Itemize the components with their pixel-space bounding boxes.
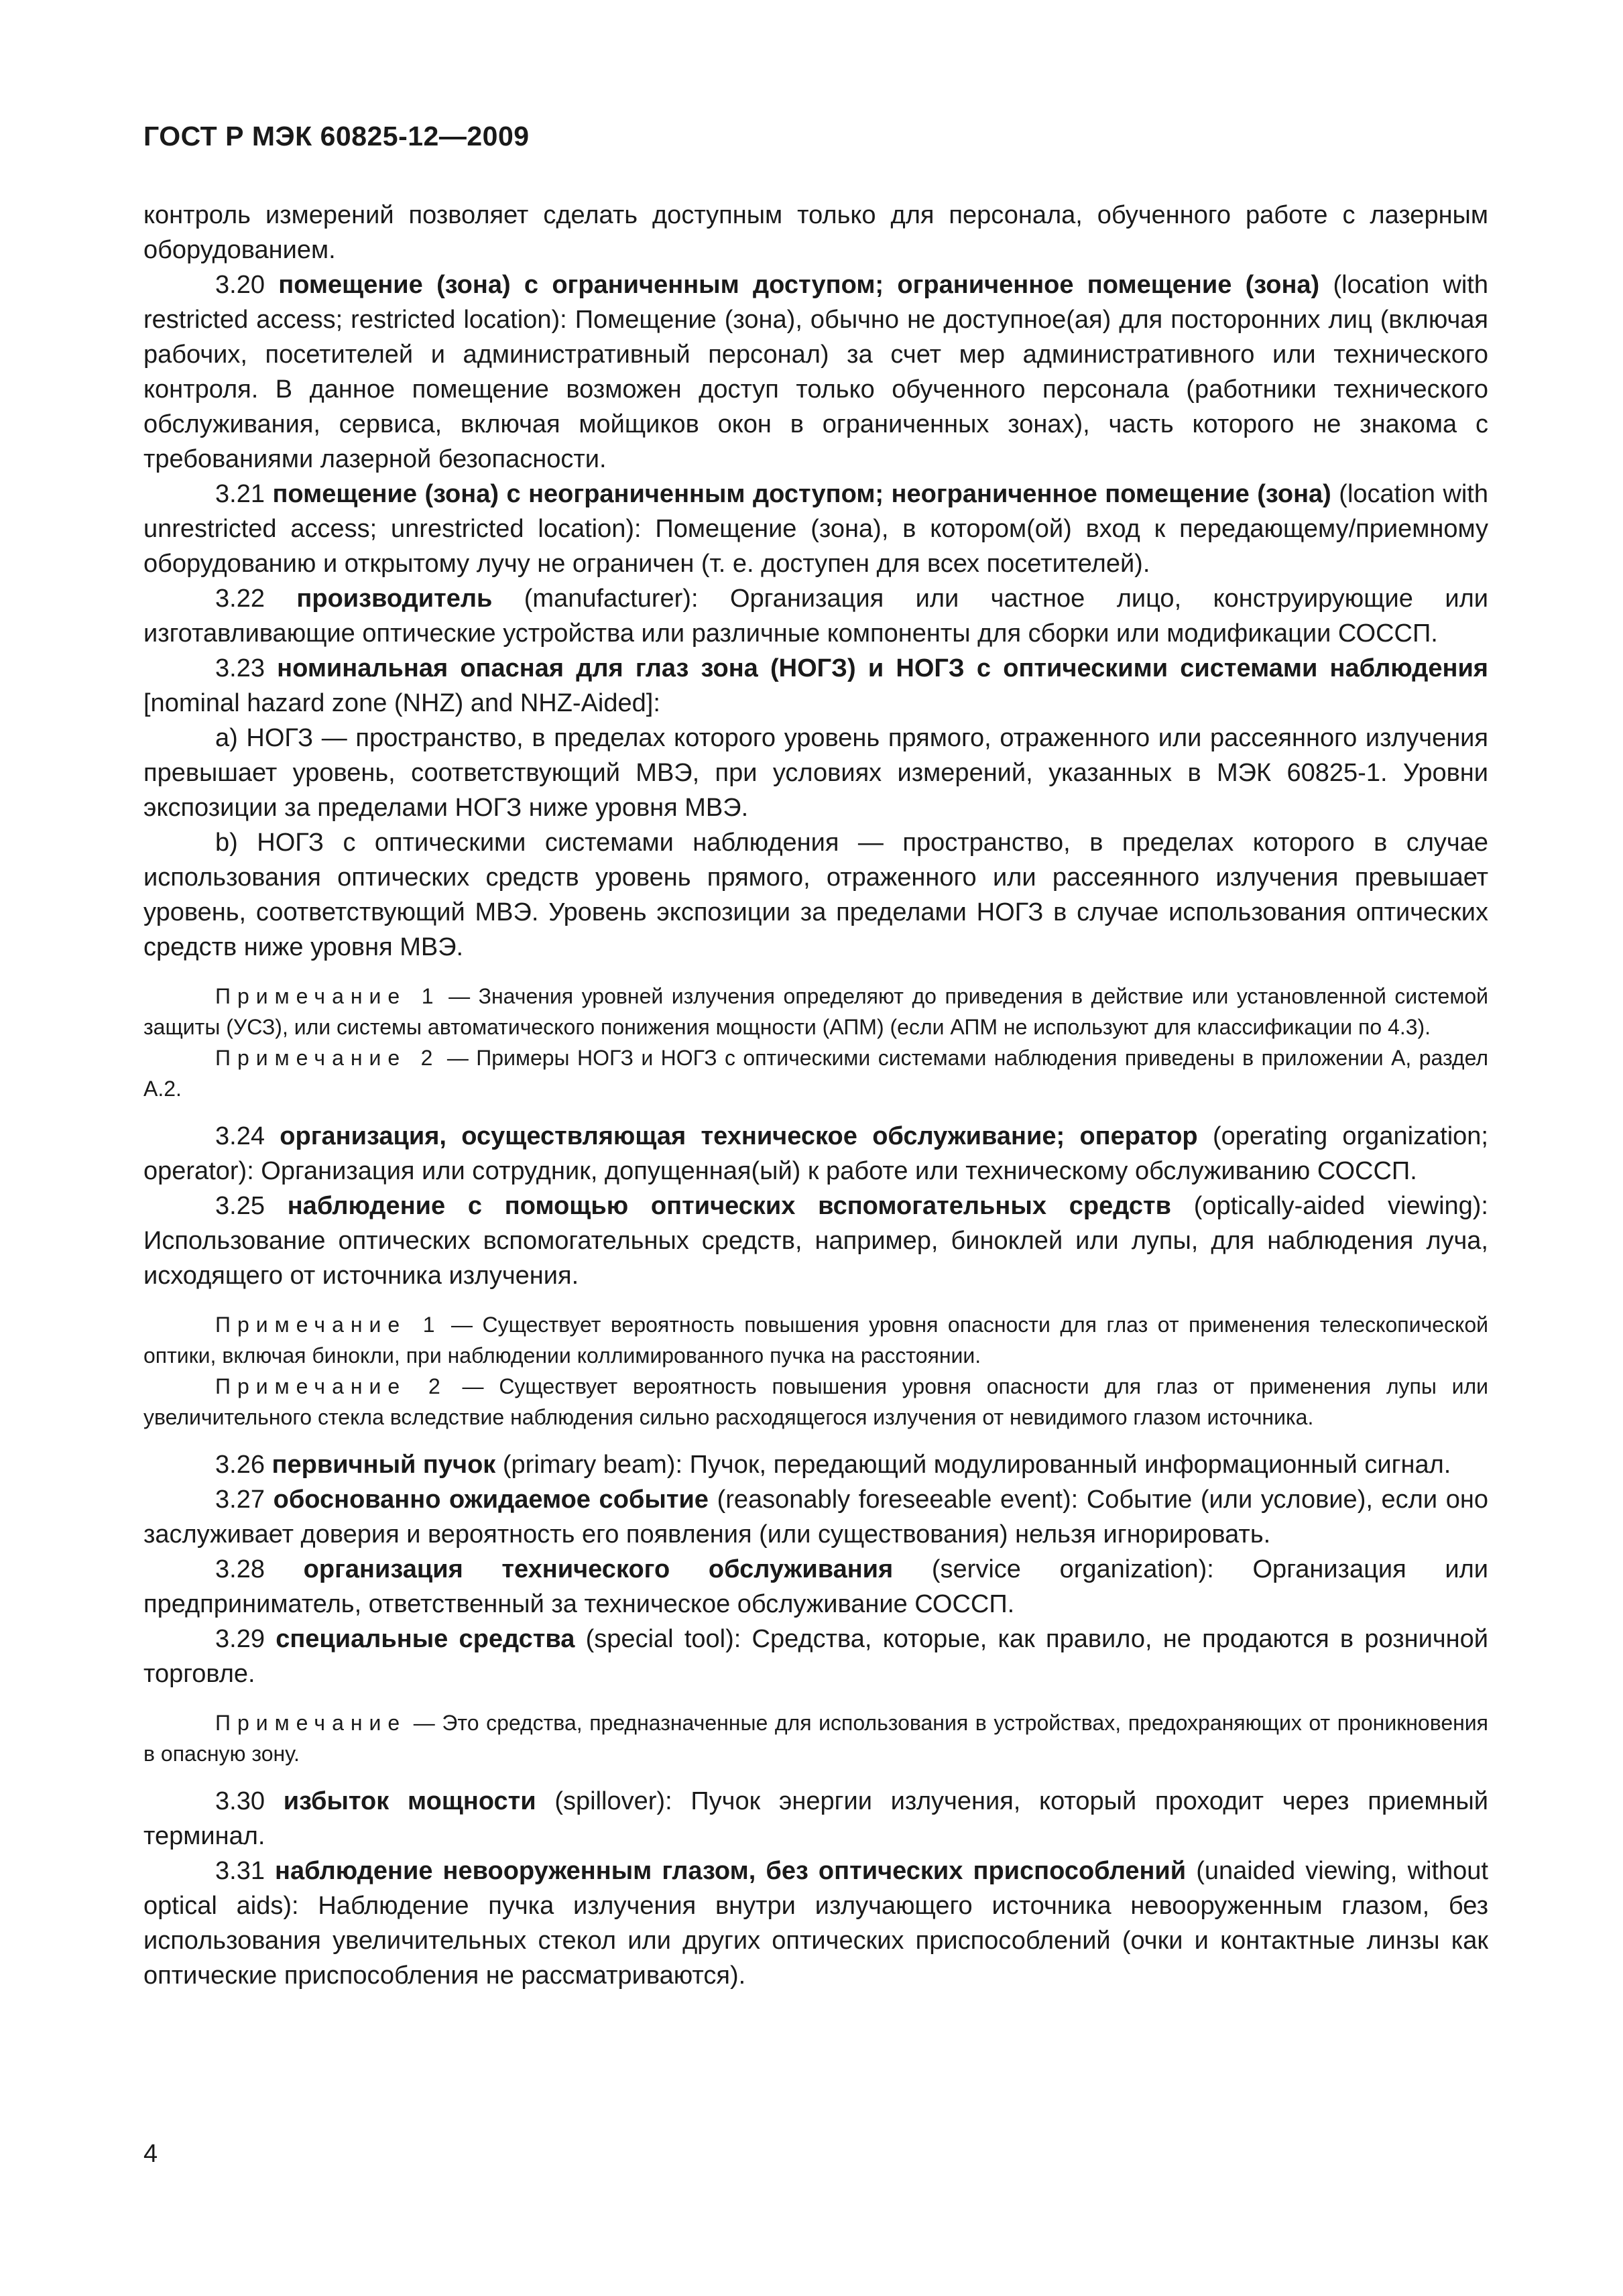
term-3-22-title: производитель [296, 585, 493, 613]
term-3-29: 3.29 специальные средства (special tool): Средства, которые, как правило, не продаются в розничной торговле. [143, 1625, 1488, 1688]
term-3-28: 3.28 организация технического обслуживания (service organization): Организация или предприниматель, ответственный за техническое обслуживание СОССП. [143, 1555, 1488, 1618]
term-3-31-title: наблюдение невооруженным глазом, без оптических приспособлений [275, 1857, 1187, 1885]
note-3-23-2: Примечание 2 — Примеры НОГЗ и НОГЗ с оптическими системами наблюдения приведены в приложении А, раздел А.2. [143, 1046, 1489, 1101]
term-3-28-title: организация технического обслуживания [303, 1555, 894, 1583]
term-3-20-title: помещение (зона) с ограниченным доступом; ограниченное помещение (зона) [278, 271, 1320, 299]
term-3-20: 3.20 помещение (зона) с ограниченным доступом; ограниченное помещение (зона) (location with restricted access; restricted location): Помещение (зона), обычно не доступное(ая) для посторонних лиц (включая рабочих, посетителей и административный персонал) за счет мер административного или технического контроля. В данное помещение возможен доступ только обученного персонала (работники технического обслуживания, сервиса, включая мойщиков окон в ограниченных зонах), часть которого не знакома с требованиями лазерной безопасности. [143, 271, 1488, 473]
term-3-24-title: организация, осуществляющая техническое обслуживание; оператор [280, 1122, 1198, 1150]
term-3-27: 3.27 обоснованно ожидаемое событие (reasonably foreseeable event): Событие (или условие), если оно заслуживает доверия и вероятность его появления (или существования) нельзя игнорировать. [143, 1486, 1488, 1549]
term-3-23-title: номинальная опасная для глаз зона (НОГЗ) и НОГЗ с оптическими системами наблюдения [277, 654, 1488, 682]
term-3-22: 3.22 производитель (manufacturer): Организация или частное лицо, конструирующие или изготавливающие оптические устройства или различные компоненты для сборки или модификации СОССП. [143, 585, 1488, 648]
note-3-25-1: Примечание 1 — Существует вероятность повышения уровня опасности для глаз от применения телескопической оптики, включая бинокли, при наблюдении коллимированного пучка на расстоянии. [143, 1313, 1489, 1368]
term-3-26-title: первичный пучок [272, 1451, 496, 1479]
note-3-25-2: Примечание 2 — Существует вероятность повышения уровня опасности для глаз от применения лупы или увеличительного стекла вследствие наблюдения сильно расходящегося излучения от невидимого глазом источника. [143, 1374, 1488, 1429]
term-3-23-item-b: b) НОГЗ с оптическими системами наблюдения — пространство, в пределах которого в случае использования оптических средств уровень прямого, отраженного или рассеянного излучения превышает уровень, соответствующий МВЭ. Уровень экспозиции за пределами НОГЗ в случае использования оптических средств ниже уровня МВЭ. [143, 829, 1488, 961]
term-3-27-title: обоснованно ожидаемое событие [273, 1486, 709, 1514]
document-header: ГОСТ Р МЭК 60825-12—2009 [143, 121, 530, 152]
note-3-23-1: Примечание 1 — Значения уровней излучения определяют до приведения в действие или установленной системой защиты (УСЗ), или системы автоматического понижения мощности (АПМ) (если АПМ не используют для классификации по 4.3). [143, 984, 1489, 1039]
term-3-24: 3.24 организация, осуществляющая техническое обслуживание; оператор (operating organization; operator): Организация или сотрудник, допущенная(ый) к работе или техническому обслуживанию СОССП. [143, 1122, 1488, 1185]
term-3-26: 3.26 первичный пучок (primary beam): Пучок, передающий модулированный информационный сигнал. [215, 1451, 1451, 1479]
term-3-23-item-a: a) НОГЗ — пространство, в пределах которого уровень прямого, отраженного или рассеянного излучения превышает уровень, соответствующий МВЭ, при условиях измерений, указанных в МЭК 60825-1. Уровни экспозиции за пределами НОГЗ ниже уровня МВЭ. [143, 724, 1488, 822]
term-3-29-title: специальные средства [276, 1625, 575, 1653]
term-3-23: 3.23 номинальная опасная для глаз зона (НОГЗ) и НОГЗ с оптическими системами наблюдения [nominal hazard zone (NHZ) and NHZ-Aided]: [143, 654, 1488, 717]
term-3-31: 3.31 наблюдение невооруженным глазом, без оптических приспособлений (unaided viewing, without optical aids): Наблюдение пучка излучения внутри излучающего источника невооруженным глазом, без использования увеличительных стекол или других оптических приспособлений (очки и контактные линзы как оптические приспособления не рассматриваются). [143, 1857, 1488, 1990]
term-3-21: 3.21 помещение (зона) с неограниченным доступом; неограниченное помещение (зона) (location with unrestricted access; unrestricted location): Помещение (зона), в котором(ой) вход к передающему/приемному оборудованию и открытому лучу не ограничен (т. е. доступен для всех посетителей). [143, 480, 1488, 578]
term-3-30: 3.30 избыток мощности (spillover): Пучок энергии излучения, который проходит через приемный терминал. [143, 1787, 1488, 1850]
note-3-29: Примечание — Это средства, предназначенные для использования в устройствах, предохраняющих от проникновения в опасную зону. [143, 1711, 1488, 1766]
term-3-25-title: наблюдение с помощью оптических вспомогательных средств [287, 1192, 1171, 1220]
page-number: 4 [143, 2140, 158, 2168]
intro-paragraph: контроль измерений позволяет сделать доступным только для персонала, обученного работе с лазерным оборудованием. [143, 201, 1488, 264]
term-3-30-title: избыток мощности [283, 1787, 536, 1815]
term-3-21-title: помещение (зона) с неограниченным доступом; неограниченное помещение (зона) [272, 480, 1331, 508]
term-3-25: 3.25 наблюдение с помощью оптических вспомогательных средств (optically-aided viewing): Использование оптических вспомогательных средств, например, биноклей или лупы, для наблюдения луча, исходящего от источника излучения. [143, 1192, 1488, 1290]
document-page [143, 121, 1488, 1993]
